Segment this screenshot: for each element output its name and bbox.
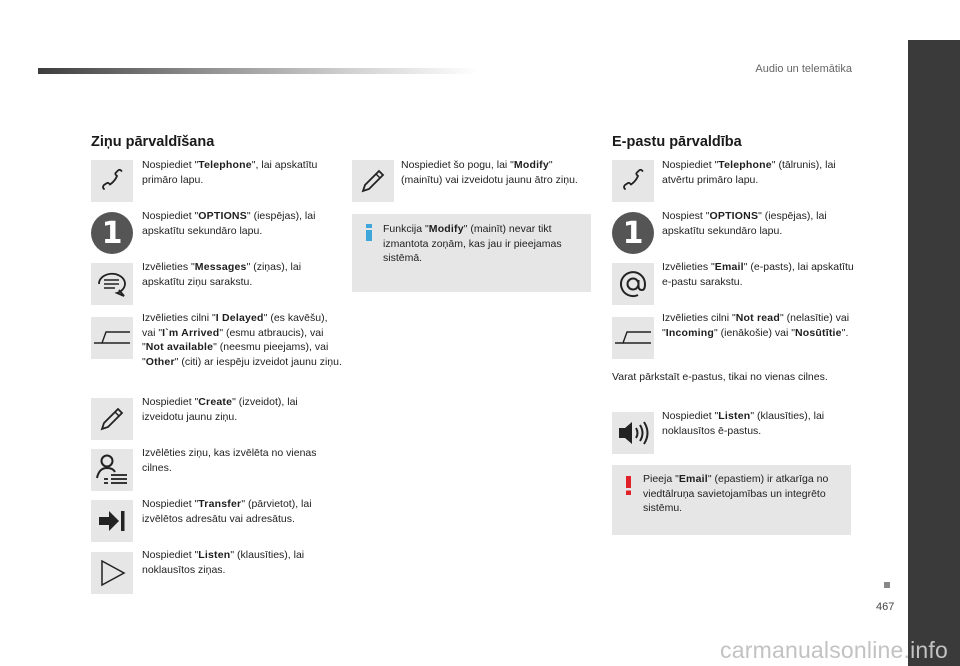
page-marker xyxy=(884,582,890,588)
header-decor-bar xyxy=(38,68,478,74)
pencil-icon xyxy=(91,398,133,440)
transfer-arrow-icon xyxy=(91,500,133,542)
bold-term: Nosūtītie xyxy=(795,326,842,339)
bold-term: Modify xyxy=(513,159,549,171)
bold-term: Not read xyxy=(735,312,780,324)
warning-box xyxy=(612,465,851,535)
header-title: Audio un telemātika xyxy=(755,63,852,75)
left-item-1-text: Nospiediet "OPTIONS" (iespējas), lai apskatītu sekundāro lapu. xyxy=(142,210,316,237)
tab-icon xyxy=(91,317,133,359)
bold-term: I`m Arrived xyxy=(162,326,220,339)
left-item-5-text: Izvēlēties ziņu, kas izvēlēta no vienas cilnes. xyxy=(142,447,317,474)
right-listen-text: Nospiediet "Listen" (klausīties), lai noklausītos ē-pastus. xyxy=(662,410,825,437)
at-sign-icon xyxy=(612,263,654,305)
info-icon xyxy=(365,224,373,241)
right-item-0-text: Nospiediet "Telephone" (tālrunis), lai atvērtu primāro lapu. xyxy=(662,159,836,186)
bold-term: Not available xyxy=(145,341,214,353)
left-item-2-text: Izvēlieties "Messages" (ziņas), lai apskatītu ziņu sarakstu. xyxy=(142,261,302,288)
bold-term: Email xyxy=(714,261,744,273)
tab-icon xyxy=(612,317,654,359)
speaker-icon xyxy=(612,412,654,454)
right-item-1-text: Nospiest "OPTIONS" (iespējas), lai apskatītu sekundāro lapu. xyxy=(662,210,827,237)
left-item-3-text: Izvēlieties cilni "I Delayed" (es kavēšu), vai "I`m Arrived" (esmu atbraucis), vai "Not available" (neesmu pieejams), vai "Other" (citi) ar iespēju izveidot jaunu ziņu. xyxy=(142,312,342,368)
bold-term: Listen xyxy=(198,549,231,561)
bold-term: Incoming xyxy=(665,326,714,339)
bold-term: OPTIONS xyxy=(709,210,759,222)
bold-term: Telephone xyxy=(718,159,772,171)
left-item-7-text: Nospiediet "Listen" (klausīties), lai noklausītos ziņas. xyxy=(142,549,305,576)
bold-term: Create xyxy=(198,396,233,408)
exclamation-icon xyxy=(625,476,632,495)
info-text: Funkcija "Modify" (mainīt) nevar tikt izmantota zoņām, kas jau ir pieejamas sistēmā. xyxy=(383,223,562,264)
pencil-icon xyxy=(352,160,394,202)
number-1-icon: 1 xyxy=(91,212,133,254)
bold-term: Messages xyxy=(194,261,247,273)
play-triangle-icon xyxy=(91,552,133,594)
contact-list-icon xyxy=(91,449,133,491)
number-1-icon: 1 xyxy=(612,212,654,254)
bold-term: Listen xyxy=(718,410,751,422)
page-number: 467 xyxy=(876,601,895,613)
left-item-4-text: Nospiediet "Create" (izveidot), lai izveidotu jaunu ziņu. xyxy=(142,396,298,423)
phone-handset-icon xyxy=(91,160,133,202)
left-item-0-text: Nospiediet "Telephone", lai apskatītu primāro lapu. xyxy=(142,159,318,186)
watermark-text: carmanualsonline.info xyxy=(720,637,948,663)
right-note-text: Varat pārkstaīt e-pastus, tikai no vienas cilnes. xyxy=(612,371,828,383)
phone-handset-icon xyxy=(612,160,654,202)
left-item-6-text: Nospiediet "Transfer" (pārvietot), lai izvēlētos adresātu vai adresātus. xyxy=(142,498,312,525)
right-item-2-text: Izvēlieties "Email" (e-pasts), lai apskatītu e-pastu sarakstu. xyxy=(662,261,854,288)
left-section-title: Ziņu pārvaldīšana xyxy=(91,134,215,150)
middle-item-text: Nospiediet šo pogu, lai "Modify" (mainītu) vai izveidotu jaunu ātro ziņu. xyxy=(401,159,578,186)
bold-term: I Delayed xyxy=(215,312,264,324)
bold-term: Email xyxy=(678,473,708,485)
warning-text: Pieeja "Email" (epastiem) ir atkarīga no viedtālruņa savietojamības un integrēto sistēmu. xyxy=(643,473,829,514)
right-edge-strip xyxy=(908,40,960,666)
message-bubble-icon xyxy=(91,263,133,305)
bold-term: Telephone xyxy=(198,159,252,171)
bold-term: Other xyxy=(145,355,175,368)
right-section-title: E-pastu pārvaldība xyxy=(612,134,742,150)
bold-term: Transfer xyxy=(198,498,242,510)
info-box xyxy=(352,214,591,292)
bold-term: Modify xyxy=(428,223,464,235)
bold-term: OPTIONS xyxy=(198,210,247,222)
right-item-3-text: Izvēlieties cilni "Not read" (nelasītie) vai "Incoming" (ienākošie) vai "Nosūtītie". xyxy=(662,312,850,339)
